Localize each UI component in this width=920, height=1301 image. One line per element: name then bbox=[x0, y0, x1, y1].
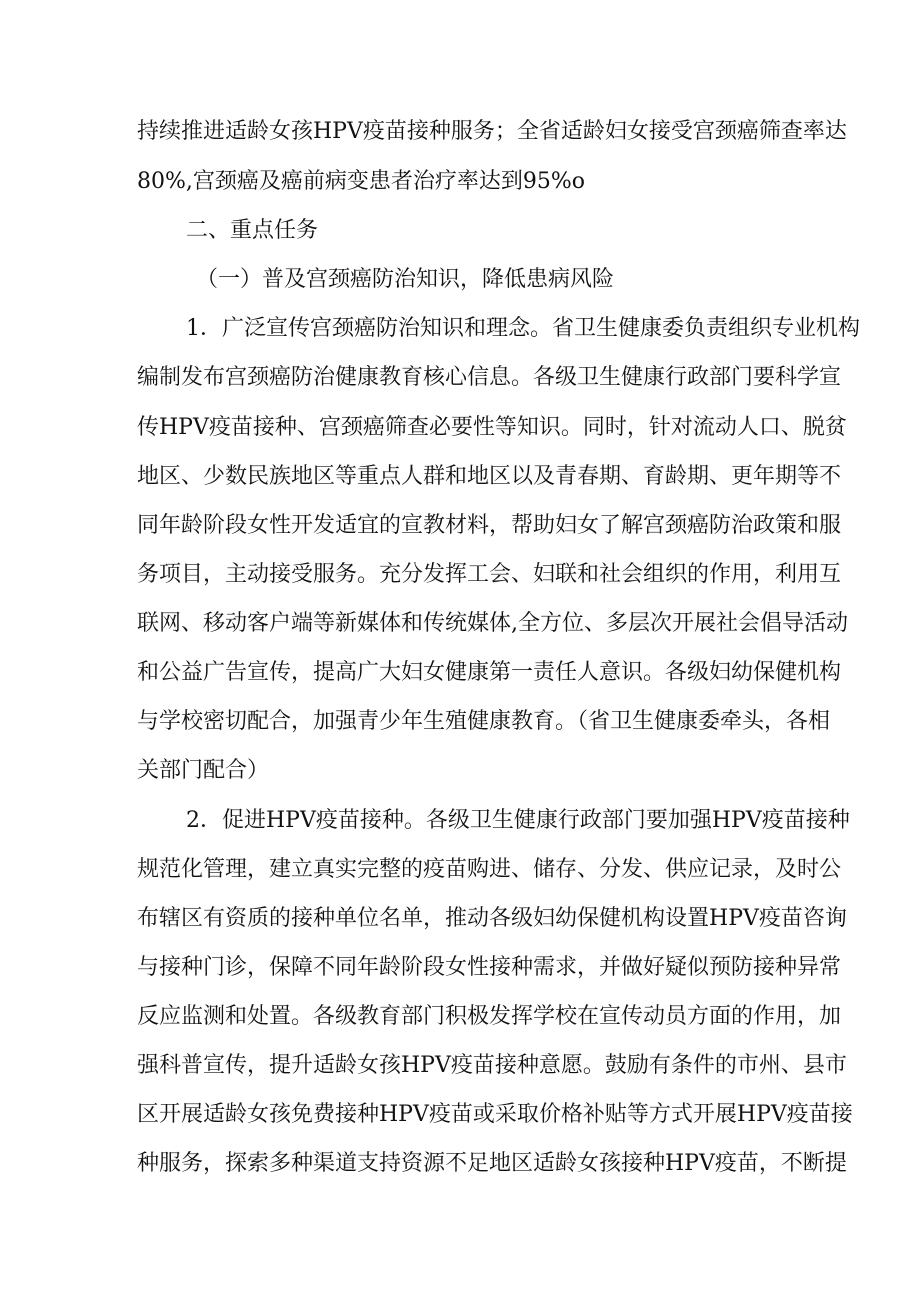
paragraph-line: 1．广泛宣传宫颈癌防治知识和理念。省卫生健康委负责组织专业机构 bbox=[186, 316, 860, 341]
paragraph-line: 编制发布宫颈癌防治健康教育核心信息。各级卫生健康行政部门要科学宣 bbox=[137, 365, 842, 390]
paragraph-line: 联网、移动客户端等新媒体和传统媒体,全方位、多层次开展社会倡导活动 bbox=[137, 611, 848, 636]
paragraph-line: 关部门配合） bbox=[137, 758, 270, 783]
paragraph-line: 强科普宣传，提升适龄女孩HPV疫苗接种意愿。鼓励有条件的市州、县市 bbox=[137, 1053, 847, 1078]
paragraph-line: 务项目，主动接受服务。充分发挥工会、妇联和社会组织的作用，利用互 bbox=[137, 562, 842, 587]
paragraph-line: 与接种门诊，保障不同年龄阶段女性接种需求，并做好疑似预防接种异常 bbox=[137, 955, 842, 980]
paragraph-line: 与学校密切配合，加强青少年生殖健康教育。（省卫生健康委牵头，各相 bbox=[137, 709, 831, 734]
paragraph-line: 和公益广告宣传，提高广大妇女健康第一责任人意识。各级妇幼保健机构 bbox=[137, 660, 842, 685]
subsection-heading: （一）普及宫颈癌防治知识，降低患病风险 bbox=[196, 267, 615, 292]
paragraph-line: 同年龄阶段女性开发适宜的宣教材料，帮助妇女了解宫颈癌防治政策和服 bbox=[137, 513, 842, 538]
paragraph-line: 布辖区有资质的接种单位名单，推动各级妇幼保健机构设置HPV疫苗咨询 bbox=[137, 906, 847, 931]
paragraph-line: 反应监测和处置。各级教育部门积极发挥学校在宣传动员方面的作用，加 bbox=[137, 1004, 842, 1029]
paragraph-line: 传HPV疫苗接种、宫颈癌筛查必要性等知识。同时，针对流动人口、脱贫 bbox=[137, 415, 847, 440]
paragraph-line: 地区、少数民族地区等重点人群和地区以及青春期、育龄期、更年期等不 bbox=[137, 464, 842, 489]
paragraph-line: 种服务，探索多种渠道支持资源不足地区适龄女孩接种HPV疫苗，不断提 bbox=[137, 1151, 847, 1176]
paragraph-line: 规范化管理，建立真实完整的疫苗购进、储存、分发、供应记录，及时公 bbox=[137, 857, 842, 882]
paragraph-line: 80%,宫颈癌及癌前病变患者治疗率达到95%o bbox=[137, 169, 586, 194]
section-heading: 二、重点任务 bbox=[186, 218, 319, 243]
paragraph-line: 2．促进HPV疫苗接种。各级卫生健康行政部门要加强HPV疫苗接种 bbox=[186, 808, 850, 833]
paragraph-line: 区开展适龄女孩免费接种HPV疫苗或采取价格补贴等方式开展HPV疫苗接 bbox=[137, 1102, 853, 1127]
paragraph-line: 持续推进适龄女孩HPV疫苗接种服务；全省适龄妇女接受宫颈癌筛查率达 bbox=[137, 119, 847, 144]
